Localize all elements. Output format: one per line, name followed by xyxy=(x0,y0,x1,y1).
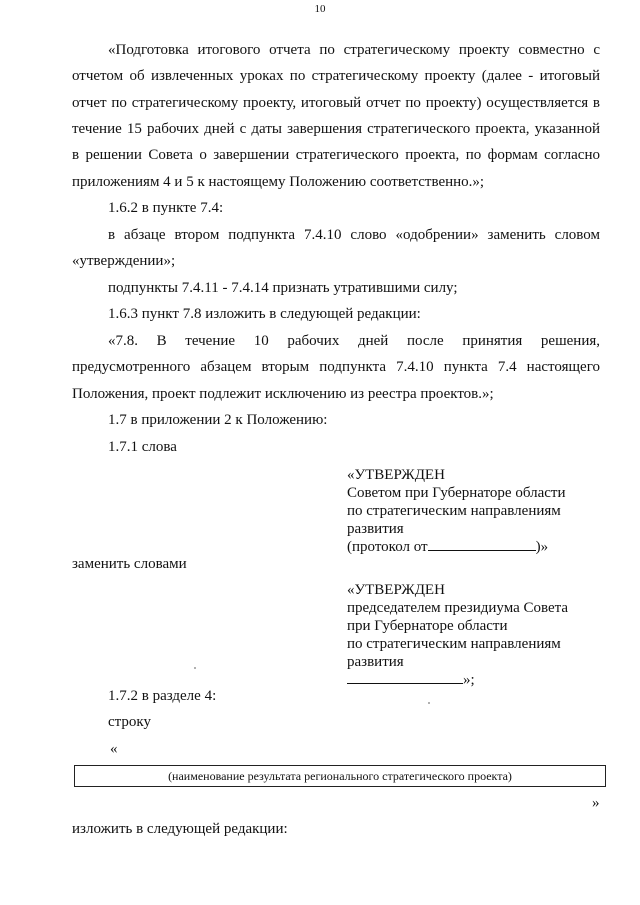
block-line: Советом при Губернаторе области xyxy=(347,485,566,501)
protocol-line xyxy=(347,538,565,556)
replace-with-text: заменить словами xyxy=(72,556,187,572)
protocol-suffix: )» xyxy=(535,539,549,555)
item-1-6-2: 1.6.2 в пункте 7.4: xyxy=(108,200,224,216)
block-ending: »; xyxy=(463,672,475,688)
text-line: в решении Совета о завершении стратегического проекта, по формам согласно xyxy=(72,147,600,163)
scan-speck xyxy=(194,667,196,669)
approval-block-new xyxy=(347,581,568,689)
result-name-box: (наименование результата регионального стратегического проекта) xyxy=(74,765,606,787)
text-line: приложениям 4 и 5 к настоящему Положению соответственно.»; xyxy=(72,174,485,190)
blank-underline xyxy=(428,538,536,551)
item-1-7: 1.7 в приложении 2 к Положению: xyxy=(108,412,328,428)
block-line: по стратегическим направлениям xyxy=(347,636,561,652)
text-line: течение 15 рабочих дней с даты завершения стратегического проекта, указанной xyxy=(72,121,600,137)
final-line: изложить в следующей редакции: xyxy=(72,821,288,837)
text-line: «утверждении»; xyxy=(72,253,176,269)
block-line: развития xyxy=(347,521,404,537)
block-line: при Губернаторе области xyxy=(347,618,508,634)
block-line: «УТВЕРЖДЕН xyxy=(347,582,445,598)
block-line: развития xyxy=(347,654,404,670)
text-line: «7.8. В течение 10 рабочих дней после принятия решения, xyxy=(108,333,600,349)
scan-speck xyxy=(428,702,430,704)
item-1-7-1: 1.7.1 слова xyxy=(108,439,177,455)
block-line: по стратегическим направлениям xyxy=(347,503,561,519)
block-line: председателем президиума Совета xyxy=(347,600,569,616)
text-line: отчетом об извлеченных уроках по стратегическому проекту (далее - итоговый xyxy=(72,68,600,84)
text-line: «Подготовка итогового отчета по стратегическому проекту совместно с xyxy=(108,42,600,58)
open-quote: « xyxy=(110,741,118,757)
blank-underline xyxy=(347,671,463,684)
text-line: отчет по стратегическому проекту, итоговый отчет по проекту) осуществляется в xyxy=(72,95,600,111)
item-1-6-3: 1.6.3 пункт 7.8 изложить в следующей редакции: xyxy=(108,306,421,322)
item-1-7-2: 1.7.2 в разделе 4: xyxy=(108,688,217,704)
close-quote: » xyxy=(592,795,600,811)
text-line: предусмотренного абзацем вторым подпункта 7.4.10 пункта 7.4 настоящего xyxy=(72,359,600,375)
page-number: 10 xyxy=(314,3,326,15)
block-line: «УТВЕРЖДЕН xyxy=(347,467,445,483)
approval-block-old xyxy=(347,466,565,556)
word-stroku: строку xyxy=(108,714,151,730)
text-line: Положения, проект подлежит исключению из реестра проектов.»; xyxy=(72,386,494,402)
paragraph-podpunkty: подпункты 7.4.11 - 7.4.14 признать утратившими силу; xyxy=(108,280,458,296)
protocol-prefix: (протокол от xyxy=(347,539,428,555)
signature-line xyxy=(347,671,568,689)
text-line: в абзаце втором подпункта 7.4.10 слово «одобрении» заменить словом xyxy=(108,227,600,243)
